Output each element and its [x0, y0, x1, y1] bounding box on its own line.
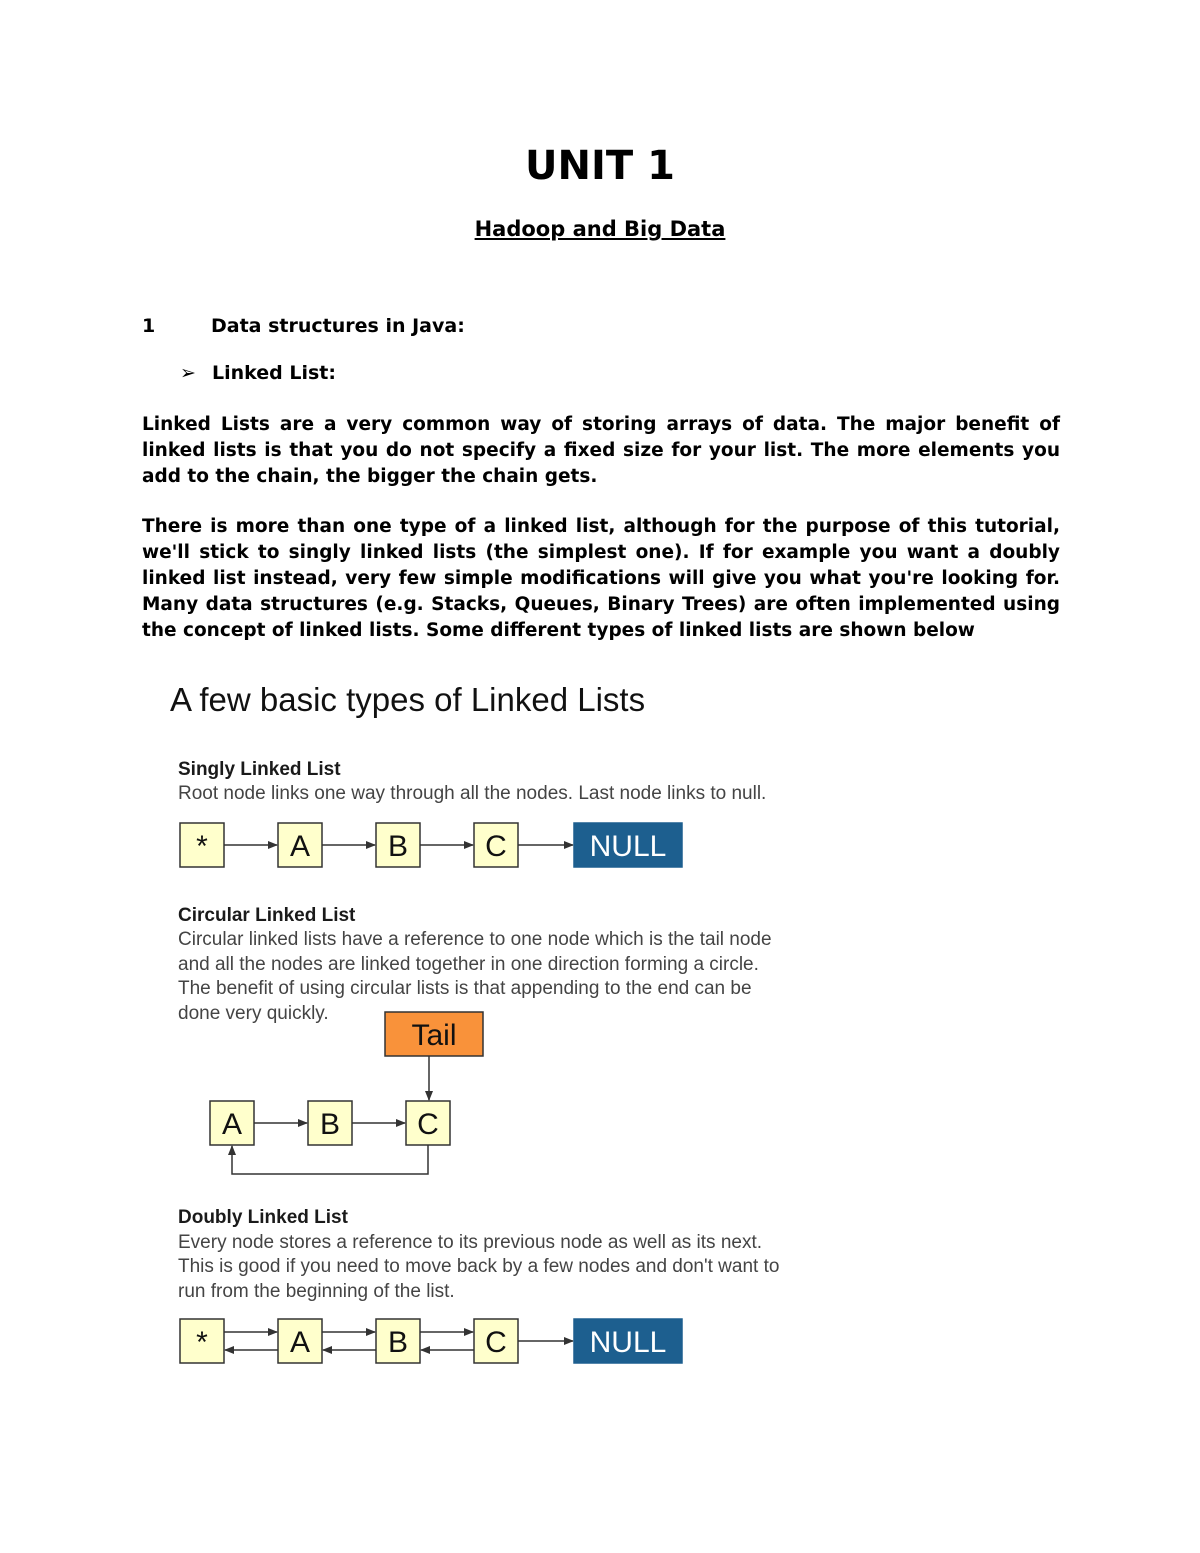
singly-node-b [376, 823, 420, 867]
singly-heading: Singly Linked List [178, 759, 341, 780]
linked-list-figure [170, 676, 870, 1396]
doubly-description-line: run from the beginning of the list. [178, 1281, 455, 1302]
doubly-node-null [574, 1319, 682, 1363]
circular-node-c-label: C [417, 1108, 439, 1141]
circular-diagram [170, 1008, 500, 1180]
circular-node-b [308, 1101, 352, 1145]
singly-node-null-label: NULL [589, 830, 667, 863]
singly-node-null [574, 823, 682, 867]
circular-description-line: and all the nodes are linked together in one direction forming a circle. [178, 954, 759, 975]
circular-node-a [210, 1101, 254, 1145]
doubly-node-c-label: C [485, 1326, 507, 1359]
doubly-node-star-label: * [196, 1326, 208, 1359]
doubly-node-c [474, 1319, 518, 1363]
singly-node-a [278, 823, 322, 867]
doubly-description-line: This is good if you need to move back by a few nodes and don't want to [178, 1256, 780, 1277]
singly-description-line: Root node links one way through all the nodes. Last node links to null. [178, 783, 767, 804]
doubly-node-null-label: NULL [589, 1326, 667, 1359]
singly-node-star [180, 823, 224, 867]
circular-description-line: The benefit of using circular lists is that appending to the end can be [178, 978, 752, 999]
doubly-description-line: Every node stores a reference to its previous node as well as its next. [178, 1232, 763, 1253]
circular-description-line: done very quickly. [178, 1003, 329, 1024]
circular-tail-node [385, 1012, 483, 1056]
doubly-diagram [170, 1316, 690, 1368]
singly-node-b-label: B [387, 830, 409, 863]
section-title: Data structures in Java: [211, 315, 465, 337]
unit-title: UNIT 1 [525, 143, 675, 189]
circular-tail-label: Tail [411, 1019, 457, 1052]
circular-heading: Circular Linked List [178, 905, 356, 926]
bullet-item [180, 359, 336, 387]
section-number: 1 [142, 315, 156, 337]
circular-node-c [406, 1101, 450, 1145]
doubly-node-b-label: B [387, 1326, 409, 1359]
doubly-node-b [376, 1319, 420, 1363]
doubly-node-a [278, 1319, 322, 1363]
doubly-node-star [180, 1319, 224, 1363]
bullet-arrow-icon: ➢ [180, 362, 196, 384]
singly-node-c-label: C [485, 830, 507, 863]
circular-description-line: Circular linked lists have a reference to one node which is the tail node [178, 929, 772, 950]
doubly-node-a-label: A [289, 1326, 311, 1359]
singly-node-c [474, 823, 518, 867]
singly-node-star-label: * [196, 830, 208, 863]
singly-diagram [170, 820, 690, 872]
circular-node-b-label: B [319, 1108, 341, 1141]
circular-return-arrow [232, 1145, 428, 1174]
paragraph-intro: Linked Lists are a very common way of storing arrays of data. The major benefit of linked lists is that you do not specify a fixed size for your list. The more elements you add to the chain, the bigger the chain gets. [142, 414, 1060, 487]
figure-title: A few basic types of Linked Lists [170, 681, 646, 718]
singly-node-a-label: A [289, 830, 311, 863]
bullet-text: Linked List: [212, 362, 336, 384]
unit-subtitle: Hadoop and Big Data [474, 217, 726, 241]
circular-node-a-label: A [221, 1108, 243, 1141]
doubly-heading: Doubly Linked List [178, 1207, 348, 1228]
paragraph-types: There is more than one type of a linked list, although for the purpose of this tutorial, we'll stick to singly linked lists (the simplest one). If for example you want a doubly linked list instead, very few simple modifications will give you what you're looking for. Many data structures (e.g. Stacks, Queues, Binary Trees) are often implemented using the concept of linked lists. Some different types of linked lists are shown below [142, 516, 1060, 641]
